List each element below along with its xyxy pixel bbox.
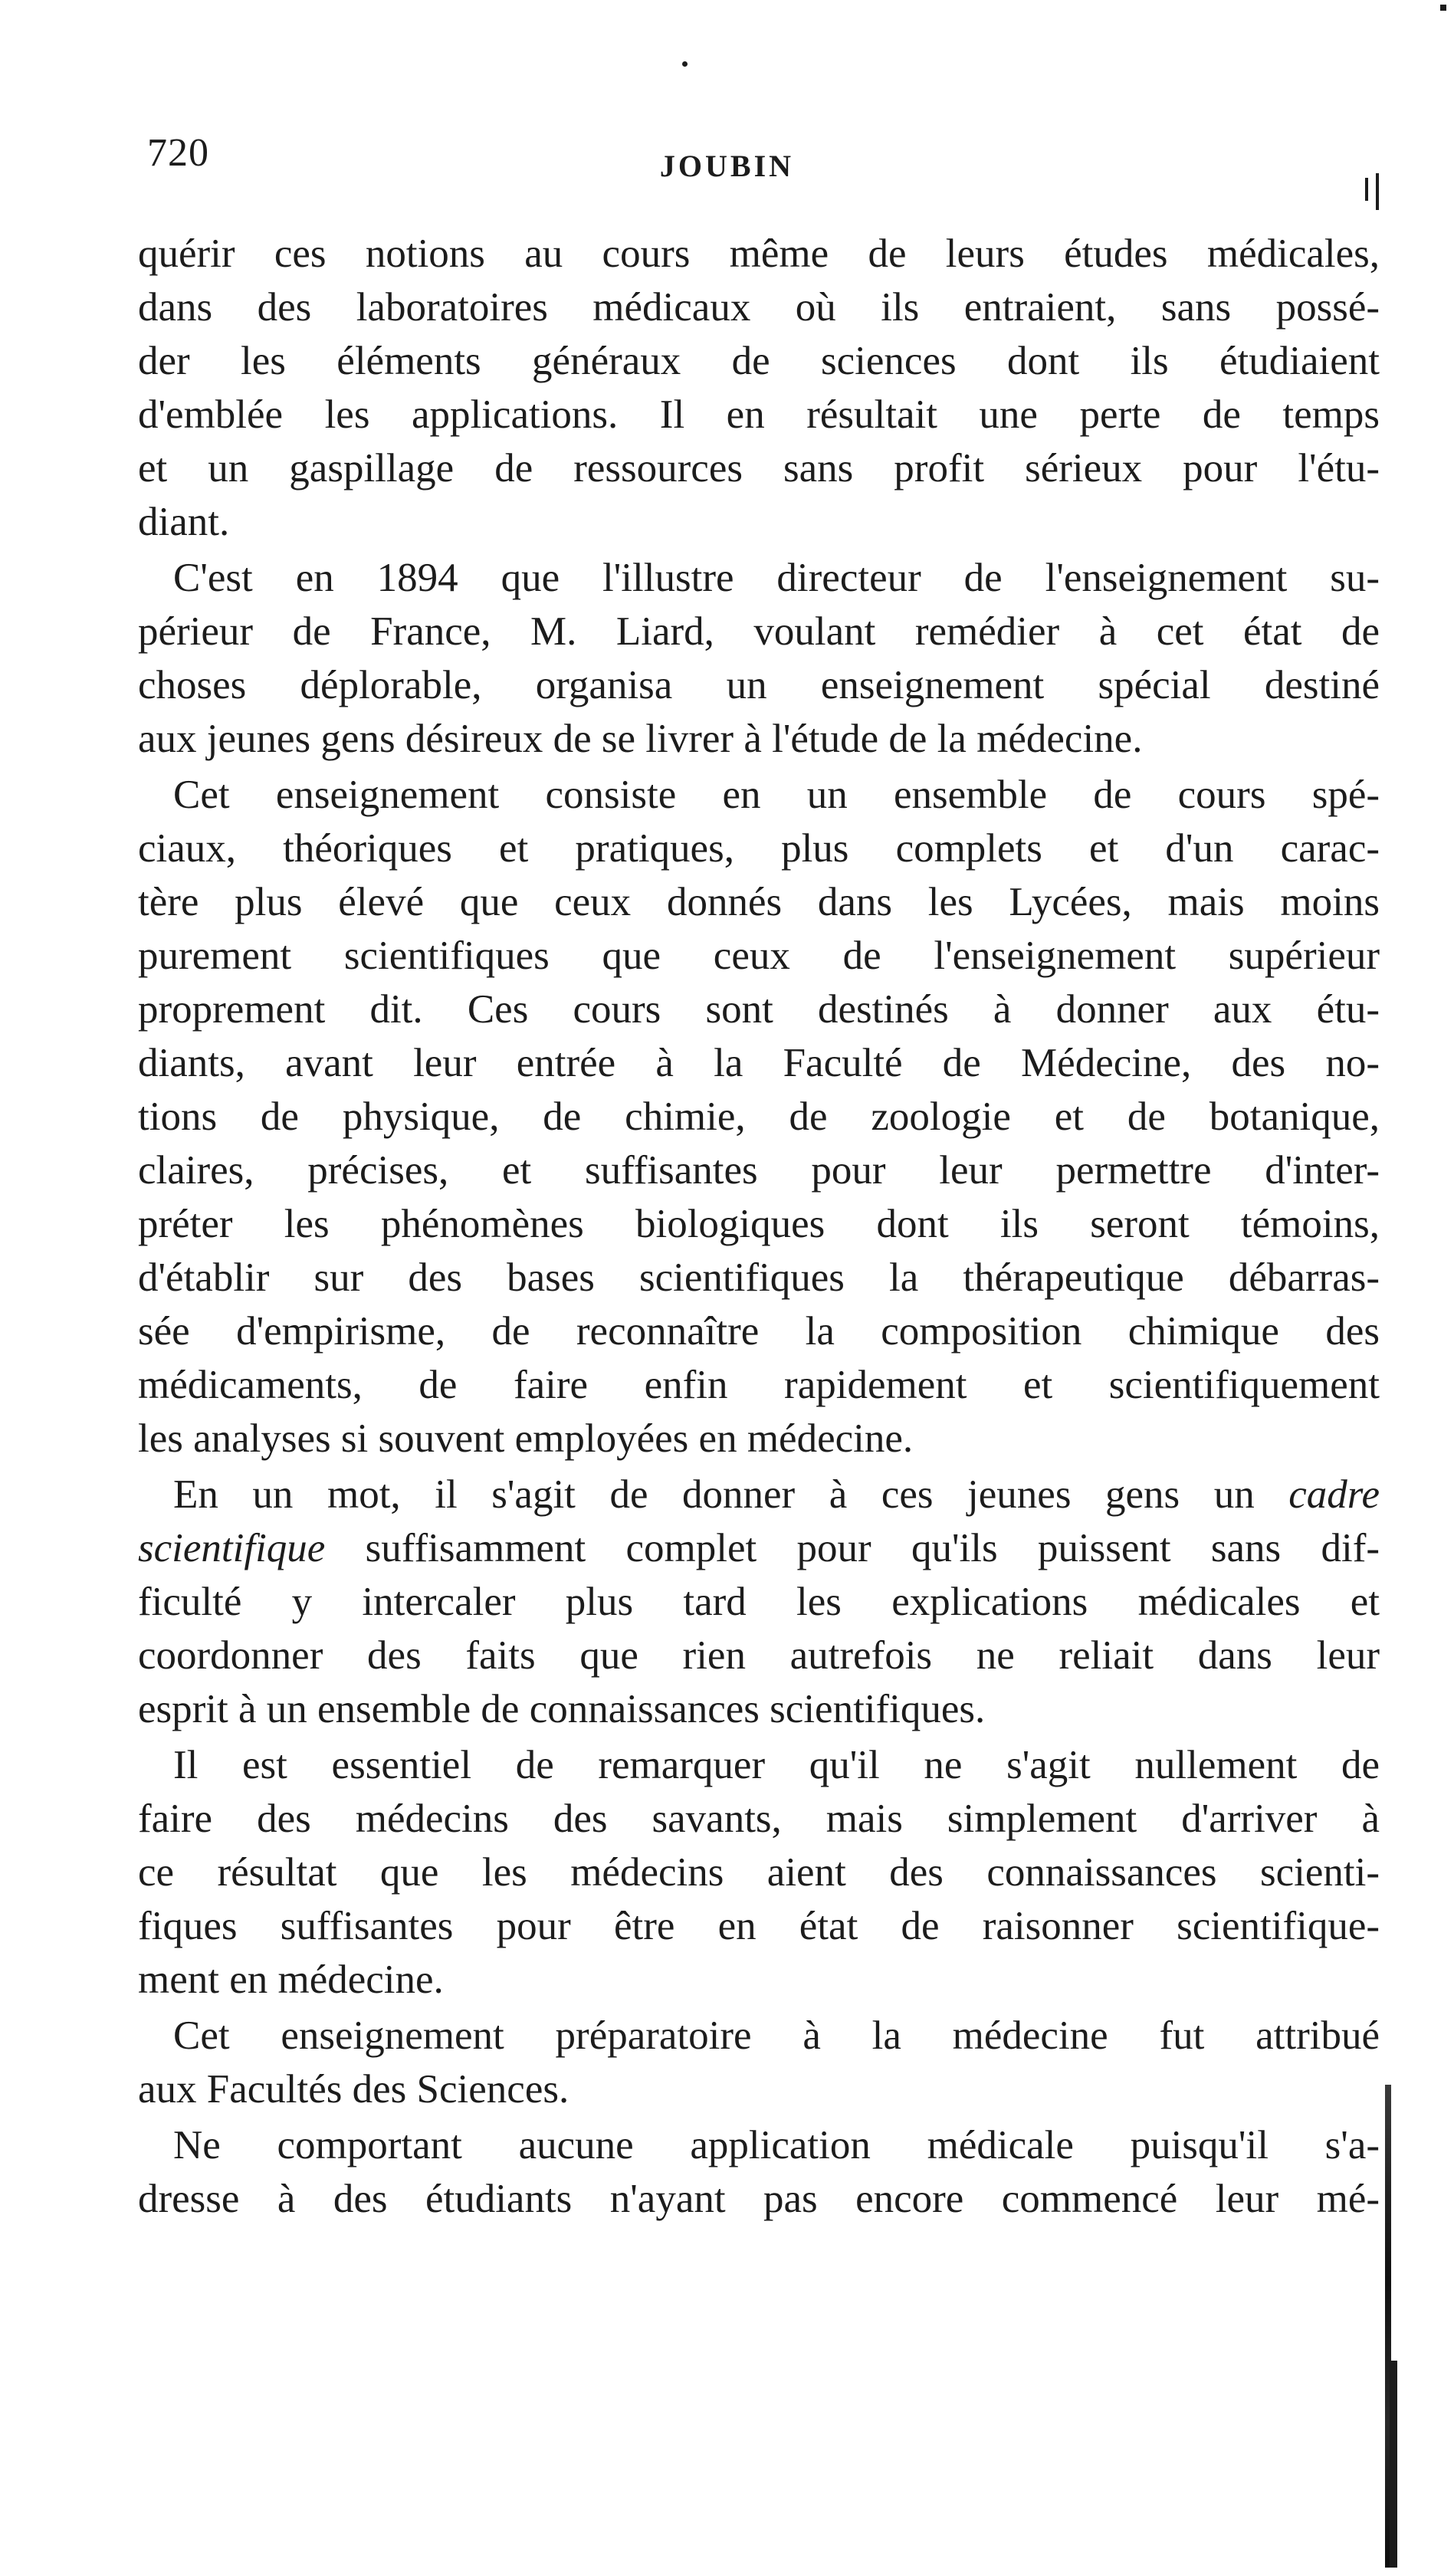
paragraph	[138, 1738, 1380, 2007]
text-line: d'établir sur des bases scientifiques la thérapeutique débarras-	[138, 1255, 1380, 1300]
text-line: médicaments, de faire enfin rapidement et scientifiquement	[138, 1363, 1380, 1407]
body-text	[138, 227, 1380, 2228]
italic-term: cadre	[1288, 1472, 1380, 1517]
text-line: Cet enseignement consiste en un ensemble de cours spé-	[173, 773, 1380, 817]
text-line: esprit à un ensemble de connaissances scientifiques.	[138, 1687, 986, 1731]
paragraph	[138, 2118, 1380, 2226]
text-line: tions de physique, de chimie, de zoologie et de botanique,	[138, 1094, 1380, 1139]
text-line: Cet enseignement préparatoire à la médecine fut attribué	[173, 2013, 1380, 2058]
text-line: Il est essentiel de remarquer qu'il ne s'agit nullement de	[173, 1743, 1380, 1787]
text-line: sée d'empirisme, de reconnaître la composition chimique des	[138, 1309, 1380, 1354]
text-line: les analyses si souvent employées en médecine.	[138, 1416, 914, 1461]
scan-speck	[682, 61, 688, 67]
paragraph	[138, 551, 1380, 766]
paragraph	[138, 768, 1380, 1465]
text-line: C'est en 1894 que l'illustre directeur de l'enseignement su-	[173, 556, 1380, 600]
text-line: Ne comportant aucune application médicale puisqu'il s'a-	[173, 2123, 1380, 2167]
text-line	[138, 1521, 1380, 1575]
text-line: ficulté y intercaler plus tard les explications médicales et	[138, 1580, 1380, 1624]
text-segment: En un mot, il s'agit de donner à ces jeunes gens un	[173, 1472, 1289, 1517]
text-line: claires, précises, et suffisantes pour leur permettre d'inter-	[138, 1148, 1380, 1193]
text-line: ce résultat que les médecins aient des connaissances scienti-	[138, 1850, 1380, 1895]
text-line: diants, avant leur entrée à la Faculté de Médecine, des no-	[138, 1041, 1380, 1085]
scan-edge-shadow	[1390, 2361, 1397, 2568]
text-line: ciaux, théoriques et pratiques, plus complets et d'un carac-	[138, 826, 1380, 871]
text-line: dresse à des étudiants n'ayant pas encore commencé leur mé-	[138, 2177, 1380, 2221]
text-line: dans des laboratoires médicaux où ils entraient, sans possé-	[138, 285, 1380, 330]
text-line: der les éléments généraux de sciences dont ils étudiaient	[138, 339, 1380, 383]
text-line: aux Facultés des Sciences.	[138, 2067, 569, 2112]
text-line: tère plus élevé que ceux donnés dans les Lycées, mais moins	[138, 880, 1380, 924]
text-line: faire des médecins des savants, mais simplement d'arriver à	[138, 1797, 1380, 1841]
text-line: ment en médecine.	[138, 1957, 444, 2002]
text-segment: suffisamment complet pour qu'ils puissent sans dif-	[365, 1526, 1380, 1570]
scan-speck	[1440, 5, 1446, 11]
text-line: diant.	[138, 500, 230, 544]
text-line: coordonner des faits que rien autrefois ne reliait dans leur	[138, 1633, 1380, 1678]
italic-term: scientifique	[138, 1526, 326, 1570]
text-line: purement scientifiques que ceux de l'enseignement supérieur	[138, 934, 1380, 978]
text-line: préter les phénomènes biologiques dont ils seront témoins,	[138, 1202, 1380, 1246]
text-line: proprement dit. Ces cours sont destinés à donner aux étu-	[138, 987, 1380, 1032]
text-line: fiques suffisantes pour être en état de raisonner scientifique-	[138, 1904, 1380, 1948]
text-line: choses déplorable, organisa un enseignement spécial destiné	[138, 663, 1380, 707]
paragraph	[138, 1468, 1380, 1736]
text-line	[138, 1468, 1380, 1521]
text-line: périeur de France, M. Liard, voulant remédier à cet état de	[138, 609, 1380, 654]
paragraph	[138, 227, 1380, 549]
running-head: JOUBIN	[659, 149, 795, 183]
text-line: d'emblée les applications. Il en résultait une perte de temps	[138, 392, 1380, 437]
paragraph	[138, 2009, 1380, 2116]
text-line: quérir ces notions au cours même de leurs études médicales,	[138, 231, 1380, 276]
text-line: aux jeunes gens désireux de se livrer à l'étude de la médecine.	[138, 717, 1143, 761]
text-line: et un gaspillage de ressources sans profit sérieux pour l'étu-	[138, 446, 1380, 491]
page-number: 720	[147, 131, 209, 175]
